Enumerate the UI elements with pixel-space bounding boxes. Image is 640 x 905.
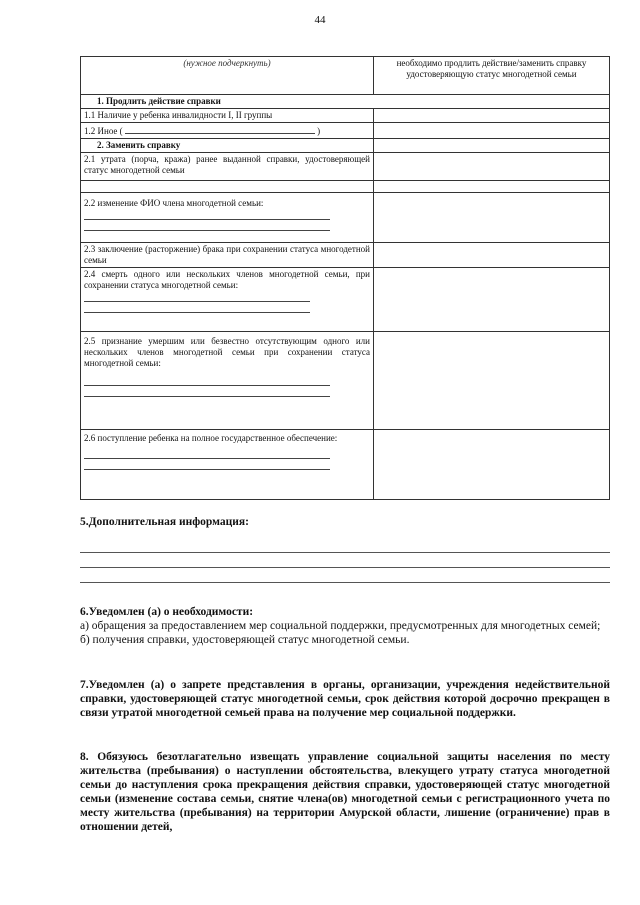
item-1-1-answer[interactable] xyxy=(374,109,610,123)
table-row xyxy=(81,123,610,139)
item-2-1-extra-answer[interactable] xyxy=(374,181,610,193)
item-1-2-label: 1.2 Иное ( xyxy=(84,126,123,136)
item-2-1-answer[interactable] xyxy=(374,153,610,181)
item-2-4-line-1[interactable] xyxy=(84,291,310,302)
application-table xyxy=(80,56,610,500)
item-2-6-line-2[interactable] xyxy=(84,459,330,470)
item-2-5-answer[interactable] xyxy=(374,332,610,430)
section5-title: 5.Дополнительная информация: xyxy=(80,516,249,528)
item-2-2-line-2[interactable] xyxy=(84,220,330,231)
item-1-2-underline[interactable] xyxy=(125,124,315,134)
item-2-6-line-1[interactable] xyxy=(84,448,330,459)
item-2-4-line-2[interactable] xyxy=(84,302,310,313)
item-2-2-label: 2.2 изменение ФИО члена многодетной семьи: xyxy=(84,198,264,208)
section7-text: 7.Уведомлен (а) о запрете представления в органы, организации, учреждения недействительной справки, удостоверяющей статус многодетной семьи, срок действия которой досрочно прекращен в связи утратой многодетной семьей права на получение мер социальной поддержки. xyxy=(80,679,610,719)
header-right-cell: необходимо продлить действие/заменить справку удостоверяющую статус многодетной семьи xyxy=(374,57,610,95)
item-2-1[interactable]: 2.1 утрата (порча, кража) ранее выданной справки, удостоверяющей статус многодетной семьи xyxy=(81,153,374,181)
table-header-row xyxy=(81,57,610,95)
table-row xyxy=(81,109,610,123)
table-row xyxy=(81,243,610,268)
item-2-2-answer[interactable] xyxy=(374,193,610,243)
additional-info-line-3[interactable] xyxy=(80,568,610,583)
item-2-4-label: 2.4 смерть одного или нескольких членов многодетной семьи, при сохранении статуса многодетной семьи: xyxy=(84,269,370,290)
additional-info-line-1[interactable] xyxy=(80,538,610,553)
section6-title: 6.Уведомлен (а) о необходимости: xyxy=(80,606,254,618)
section7 xyxy=(80,678,610,720)
item-2-4[interactable] xyxy=(81,268,374,332)
additional-info-lines xyxy=(80,538,610,583)
section5 xyxy=(80,515,610,529)
section6 xyxy=(80,605,610,647)
item-2-3-answer[interactable] xyxy=(374,243,610,268)
additional-info-line-2[interactable] xyxy=(80,553,610,568)
item-1-2-close: ) xyxy=(317,126,321,136)
table-row xyxy=(81,332,610,430)
table-row xyxy=(81,181,610,193)
item-1-2[interactable] xyxy=(81,123,374,139)
section6-line-b: б) получения справки, удостоверяющей статус многодетной семьи. xyxy=(80,634,410,646)
table-row xyxy=(81,193,610,243)
item-2-4-answer[interactable] xyxy=(374,268,610,332)
section2-empty xyxy=(374,139,610,153)
table-row xyxy=(81,268,610,332)
section2-title-row xyxy=(81,139,610,153)
item-1-1[interactable]: 1.1 Наличие у ребенка инвалидности I, II группы xyxy=(81,109,374,123)
section8 xyxy=(80,750,610,834)
item-1-2-answer[interactable] xyxy=(374,123,610,139)
section2-title: 2. Заменить справку xyxy=(81,139,374,153)
item-2-1-extra[interactable] xyxy=(81,181,374,193)
item-2-5-label: 2.5 признание умершим или безвестно отсутствующим одного или нескольких членов многодетной семьи при сохранении статуса многодетной семьи: xyxy=(84,336,370,368)
section8-text: 8. Обязуюсь безотлагательно извещать управление социальной защиты населения по месту жительства (пребывания) о наступлении обстоятельства, влекущего утрату статуса многодетной семьи до наступления срока прекращения действия справки, удостоверяющей статус многодетной семьи (изменение состава семьи, снятие члена(ов) многодетной семьи с регистрационного учета по месту жительства (пребывания) на территории Амурской области, лишение (ограничение) прав в отношении детей, xyxy=(80,751,610,833)
item-2-5[interactable] xyxy=(81,332,374,430)
item-2-6[interactable] xyxy=(81,430,374,500)
item-2-2-line-1[interactable] xyxy=(84,209,330,220)
item-2-6-label: 2.6 поступление ребенка на полное государственное обеспечение: xyxy=(84,433,338,443)
section6-line-a: а) обращения за предоставлением мер социальной поддержки, предусмотренных для многодетных семей; xyxy=(80,620,601,632)
item-2-5-line-1[interactable] xyxy=(84,375,330,386)
section1-title-row xyxy=(81,95,610,109)
header-left-cell: (нужное подчеркнуть) xyxy=(81,57,374,95)
table-row xyxy=(81,430,610,500)
item-2-2[interactable] xyxy=(81,193,374,243)
page-number: 44 xyxy=(314,14,326,26)
table-row xyxy=(81,153,610,181)
item-2-3[interactable]: 2.3 заключение (расторжение) брака при сохранении статуса многодетной семьи xyxy=(81,243,374,268)
section1-title: 1. Продлить действие справки xyxy=(81,95,610,109)
item-2-6-answer[interactable] xyxy=(374,430,610,500)
item-2-5-line-2[interactable] xyxy=(84,386,330,397)
